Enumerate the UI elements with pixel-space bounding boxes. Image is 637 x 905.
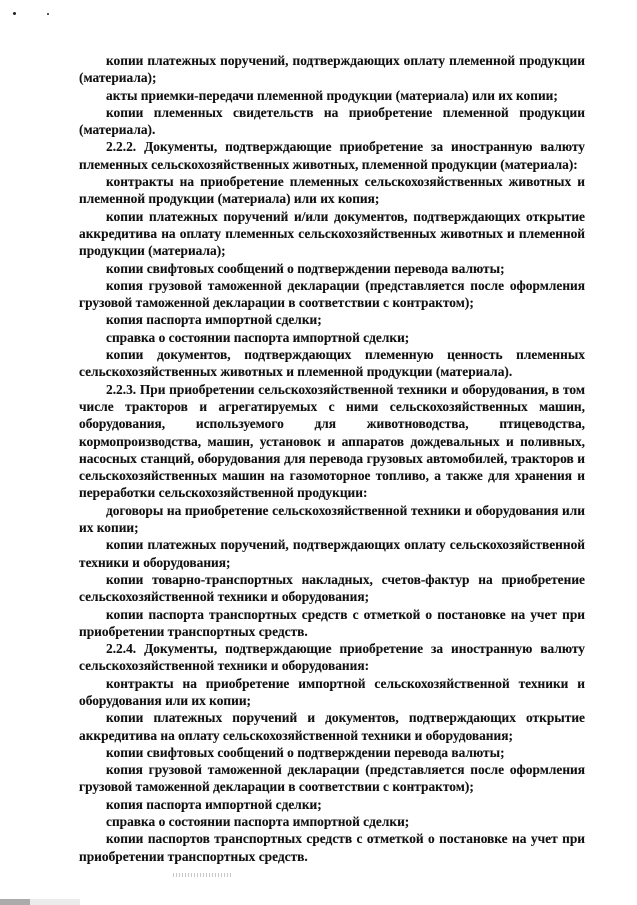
paragraph: копия паспорта импортной сделки; (106, 796, 322, 812)
paragraph: копии паспорта транспортных средств с отметкой о постановке на учет при приобретении транспортных средств. (79, 606, 585, 639)
paragraph: копии товарно-транспортных накладных, счетов-фактур на приобретение сельскохозяйственной техники и оборудования; (79, 571, 585, 605)
paragraph: справка о состоянии паспорта импортной сделки; (106, 814, 410, 830)
scan-noise (173, 873, 233, 877)
paragraph: копии платежных поручений и/или документов, подтверждающих открытие аккредитива на оплату племенных сельскохозяйственных животных и племенной продукции (материала); (79, 208, 585, 259)
paragraph: справка о состоянии паспорта импортной сделки; (106, 329, 410, 345)
paragraph: копия грузовой таможенной декларации (представляется после оформления грузовой таможенной декларации в соответствии с контрактом); (79, 277, 585, 311)
scan-speck (13, 12, 16, 15)
paragraph: копии платежных поручений и документов, подтверждающих открытие аккредитива на оплату сельскохозяйственной техники и оборудования; (79, 710, 585, 743)
scan-speck (47, 13, 49, 15)
paragraph: копии свифтовых сообщений о подтверждении перевода валюты; (106, 260, 505, 276)
paragraph: акты приемки-передачи племенной продукции (материала) или их копии; (106, 87, 558, 103)
document-body (79, 52, 585, 865)
paragraph: копии свифтовых сообщений о подтверждении перевода валюты; (106, 744, 505, 760)
paragraph: копии платежных поручений, подтверждающих оплату сельскохозяйственной техники и оборудования; (79, 537, 585, 570)
section-heading-2-2-4: 2.2.4. Документы, подтверждающие приобретение за иностранную валюту сельскохозяйственной техники и оборудования: (79, 641, 585, 674)
paragraph: копия грузовой таможенной декларации (представляется после оформления грузовой таможенной декларации в соответствии с контрактом); (79, 762, 585, 795)
paragraph: копия паспорта импортной сделки; (106, 312, 322, 328)
paragraph: копии документов, подтверждающих племенную ценность племенных сельскохозяйственных животных и племенной продукции (материала). (79, 347, 585, 380)
section-heading-2-2-3: 2.2.3. При приобретении сельскохозяйственной техники и оборудования, в том числе тракторов и агрегатируемых с ними сельскохозяйственных машин, оборудования, используемого для животноводства, птицеводства, кормопроизводства, машин, установок и аппаратов дождевальных и поливных, насосных станций, оборудования для перевода грузовых автомобилей, тракторов и сельскохозяйственных машин на газомоторное топливо, а также для хранения и переработки сельскохозяйственной продукции: (79, 381, 585, 501)
section-heading-2-2-2: 2.2.2. Документы, подтверждающие приобретение за иностранную валюту племенных сельскохозяйственных животных, племенной продукции (материала): (79, 139, 585, 172)
paragraph: копии паспортов транспортных средств с отметкой о постановке на учет при приобретении транспортных средств. (79, 831, 585, 864)
paragraph: контракты на приобретение импортной сельскохозяйственной техники и оборудования или их копии; (79, 675, 585, 708)
scan-edge (0, 899, 637, 905)
paragraph: договоры на приобретение сельскохозяйственной техники и оборудования или их копии; (79, 502, 585, 536)
paragraph: копии платежных поручений, подтверждающих оплату племенной продукции (материала); (79, 53, 585, 86)
paragraph: копии племенных свидетельств на приобретение племенной продукции (материала). (79, 104, 585, 138)
paragraph: контракты на приобретение племенных сельскохозяйственных животных и племенной продукции (материала) или их копия; (79, 174, 585, 207)
